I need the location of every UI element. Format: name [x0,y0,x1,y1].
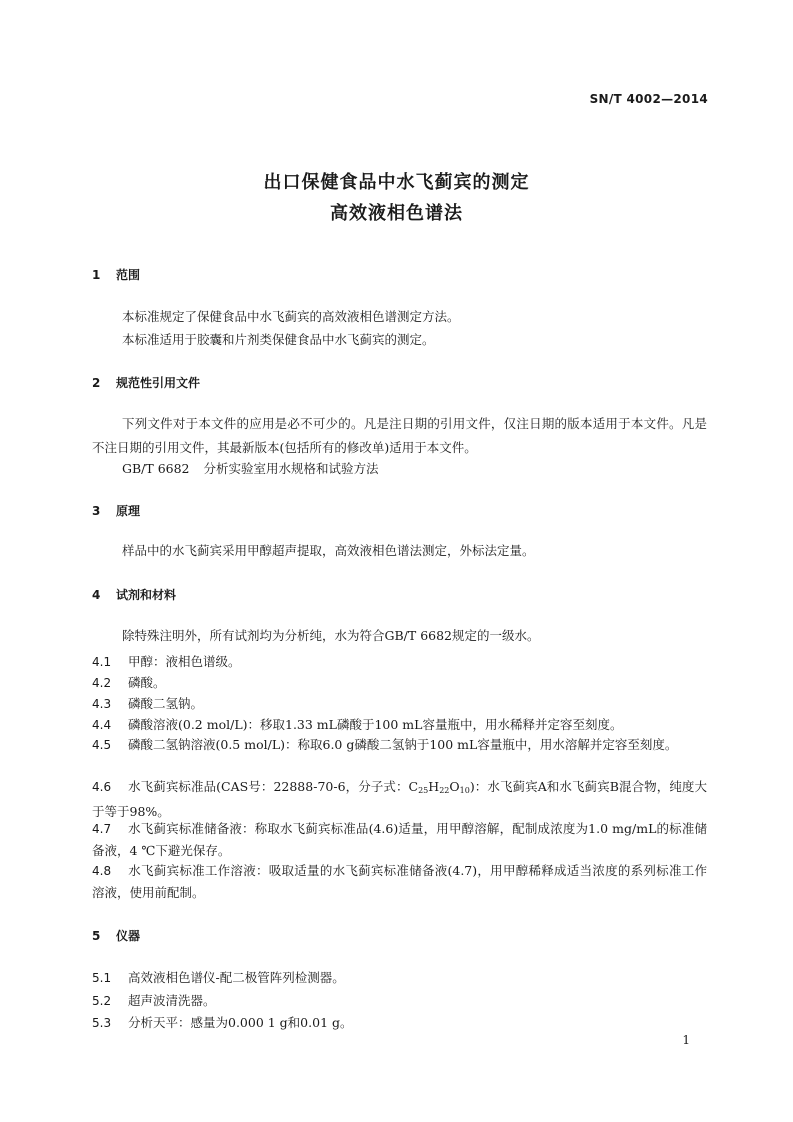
reference-title: 分析实验室用水规格和试验方法 [203,461,379,476]
section-number: 4 [92,588,101,602]
standard-number: SN/T 4002—2014 [589,92,708,106]
principle-paragraph: 样品中的水飞蓟宾采用甲醇超声提取，高效液相色谱法测定，外标法定量。 [122,543,535,558]
section-title: 试剂和材料 [116,588,177,602]
item-text: 超声波清洗器。 [128,993,216,1008]
item-text: 磷酸溶液(0.2 mol/L)：移取1.33 mL磷酸于100 mL容量瓶中，用水稀释并定容至刻度。 [128,717,623,732]
section-5-heading [92,927,140,944]
item-text: 水飞蓟宾标准工作溶液：吸取适量的水飞蓟宾标准储备液(4.7)，用甲醇稀释成适当浓度的系列标准工作溶液，使用前配制。 [92,863,707,900]
section-3-heading [92,502,140,519]
list-item-4-6 [92,776,707,822]
list-item-4-8 [92,860,707,903]
list-item-4-2 [92,673,166,691]
item-number: 4.8 [92,864,112,878]
item-text: 水飞蓟宾标准储备液：称取水飞蓟宾标准品(4.6)适量，用甲醇溶解，配制成浓度为1.0 mg/mL的标准储备液，4 ℃下避光保存。 [92,821,707,858]
section-1-heading [92,266,140,283]
reference-code: GB/T 6682 [122,461,190,476]
item-text: 高效液相色谱仪-配二极管阵列检测器。 [128,970,345,985]
item-text: 磷酸二氢钠。 [128,696,204,711]
item-text: 磷酸二氢钠溶液(0.5 mol/L)：称取6.0 g磷酸二氢钠于100 mL容量瓶中，用水溶解并定容至刻度。 [128,737,678,752]
item-number: 4.5 [92,738,112,752]
list-item-5-3 [92,1013,353,1031]
item-number: 4.3 [92,697,112,711]
normative-references-paragraph: 下列文件对于本文件的应用是必不可少的。凡是注日期的引用文件，仅注日期的版本适用于本文件。凡是不注日期的引用文件，其最新版本(包括所有的修改单)适用于本文件。 [92,416,707,455]
reference-entry [122,461,379,477]
section-title: 原理 [116,504,141,518]
section-title: 仪器 [116,929,141,943]
section-title: 规范性引用文件 [116,376,201,390]
item-number: 4.7 [92,822,112,836]
section-number: 3 [92,504,101,518]
section-title: 范围 [116,268,141,282]
item-number: 4.1 [92,655,112,669]
section-4-heading [92,586,176,603]
section-number: 5 [92,929,101,943]
item-number: 4.2 [92,676,112,690]
item-text: 甲醇：液相色谱级。 [128,654,241,669]
list-item-5-1 [92,968,345,986]
item-text: 分析天平：感量为0.000 1 g和0.01 g。 [128,1015,353,1030]
scope-paragraph-2: 本标准适用于胶囊和片剂类保健食品中水飞蓟宾的测定。 [122,332,435,347]
item-number: 4.4 [92,718,112,732]
section-number: 1 [92,268,101,282]
item-number: 5.1 [92,971,112,985]
item-number: 4.6 [92,780,112,794]
list-item-4-4 [92,715,622,733]
section-number: 2 [92,376,101,390]
doc-title-line1: 出口保健食品中水飞蓟宾的测定 [263,172,530,193]
item-number: 5.3 [92,1016,112,1030]
item-text: 水飞蓟宾标准品(CAS号：22888-70-6，分子式：$C_{25}H_{22}O_{10}$)：水飞蓟宾A和水飞蓟宾B混合物，纯度大于等于98%。 [92,779,707,819]
reagents-intro: 除特殊注明外，所有试剂均为分析纯，水为符合GB/T 6682规定的一级水。 [122,628,540,643]
page-number: 1 [682,1033,690,1047]
list-item-4-5 [92,734,707,756]
doc-title-line2: 高效液相色谱法 [330,203,463,224]
section-2-heading [92,374,200,391]
item-text: 磷酸。 [128,675,166,690]
list-item-5-2 [92,991,216,1009]
item-number: 5.2 [92,994,112,1008]
list-item-4-3 [92,694,203,712]
list-item-4-1 [92,652,241,670]
list-item-4-7 [92,818,707,861]
scope-paragraph-1: 本标准规定了保健食品中水飞蓟宾的高效液相色谱测定方法。 [122,309,460,324]
